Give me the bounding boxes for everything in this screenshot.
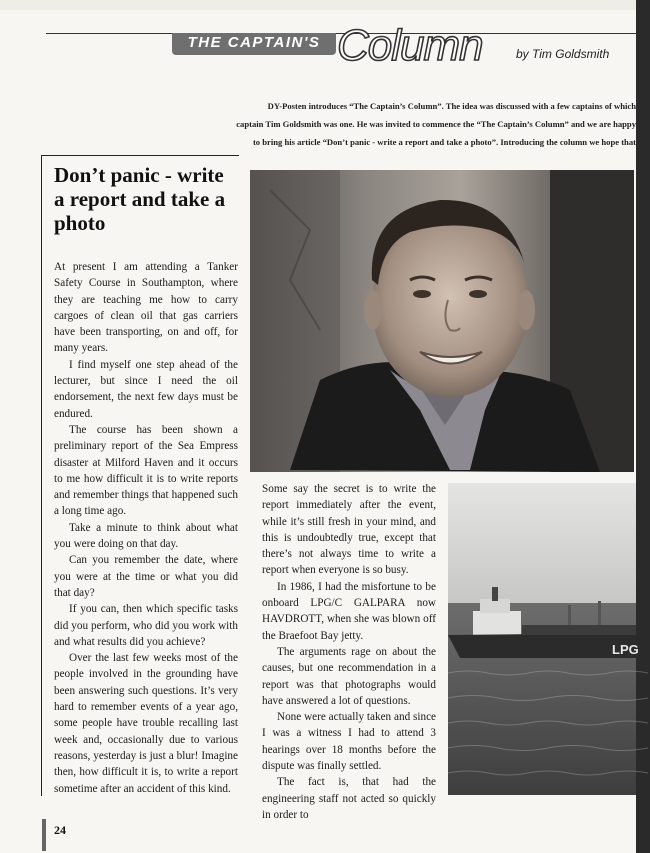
article-paragraph: Some say the secret is to write the report immediately after the event, while it’s still fresh in your mind, and this is undoubtedly true, except that there’s not always time to write a report when everyone is so busy. [262,483,436,577]
article-paragraph: The course has been shown a preliminary report of the Sea Empress disaster at Milford Haven and it occurs to me how difficult it is to write reports and remember things that happened such a long time ago. [54,423,238,518]
column-badge-text: THE CAPTAIN'S [187,34,321,51]
article-paragraph: I find myself one step ahead of the lecturer, but since I need the oil endorsement, the next few days must be endured. [54,358,238,420]
article-paragraph: In 1986, I had the misfortune to be onboard LPG/C GALPARA now HAVDROTT, when she was blown off the Braefoot Bay jetty. [262,580,436,642]
ship-illustration [448,483,639,795]
article-headline: Don’t panic - write a report and take a photo [54,163,226,235]
article-paragraph: Take a minute to think about what you were doing on that day. [54,521,238,551]
page-top-edge [0,0,650,10]
article-paragraph: The fact is, that had the engineering staff not acted so quickly in order to [262,776,436,821]
intro-line: DY-Posten introduces “The Captain’s Column”. The idea was discussed with a few captains of which [267,101,636,111]
author-portrait-photo [250,170,634,472]
article-paragraph: Can you remember the date, where you were at the time or what you did that day? [54,554,238,599]
page-number: 24 [54,823,66,837]
intro-line: captain Tim Goldsmith was one. He was invited to commence the “The Captain’s Column” and we are happy [236,119,636,129]
article-paragraph: None were actually taken and since I was a witness I had to attend 3 hearings over 18 months before the dispute was finally settled. [262,711,436,773]
portrait-illustration [250,170,634,472]
article-paragraph: If you can, then which specific tasks did you perform, who did you work with and what results did you achieve? [54,603,238,648]
intro-text [190,97,636,151]
article-paragraph: Over the last few weeks most of the people involved in the grounding have been answering such questions. It’s very hard to remember events of a year ago, some people have trouble recalling last week and, occasionally due to various reasons, yesterday is just a blur! Imagine then, how difficult it is, to write a report sometime after an accident of this kind. [54,652,238,795]
byline: by Tim Goldsmith [516,47,610,61]
footer-bar [42,819,46,851]
column-badge [172,33,336,55]
article-paragraph: At present I am attending a Tanker Safety Course in Southampton, where they are teaching me how to carry cargoes of clean oil that gas carriers have been transporting, on and off, for many years. [54,261,238,355]
article-column-1 [54,259,238,797]
ship-hull-lettering: LPG [612,642,639,657]
page-spine-edge [636,0,650,853]
article-column-2 [262,481,436,823]
intro-line: to bring his article “Don’t panic - write a report and take a photo”. Introducing the column we hope that [252,137,636,147]
article-paragraph: The arguments rage on about the causes, but one recommendation in a report was that photographs would have answered a lot of questions. [262,645,436,707]
ship-photo [448,483,639,795]
column-title-word: Column [337,21,483,70]
